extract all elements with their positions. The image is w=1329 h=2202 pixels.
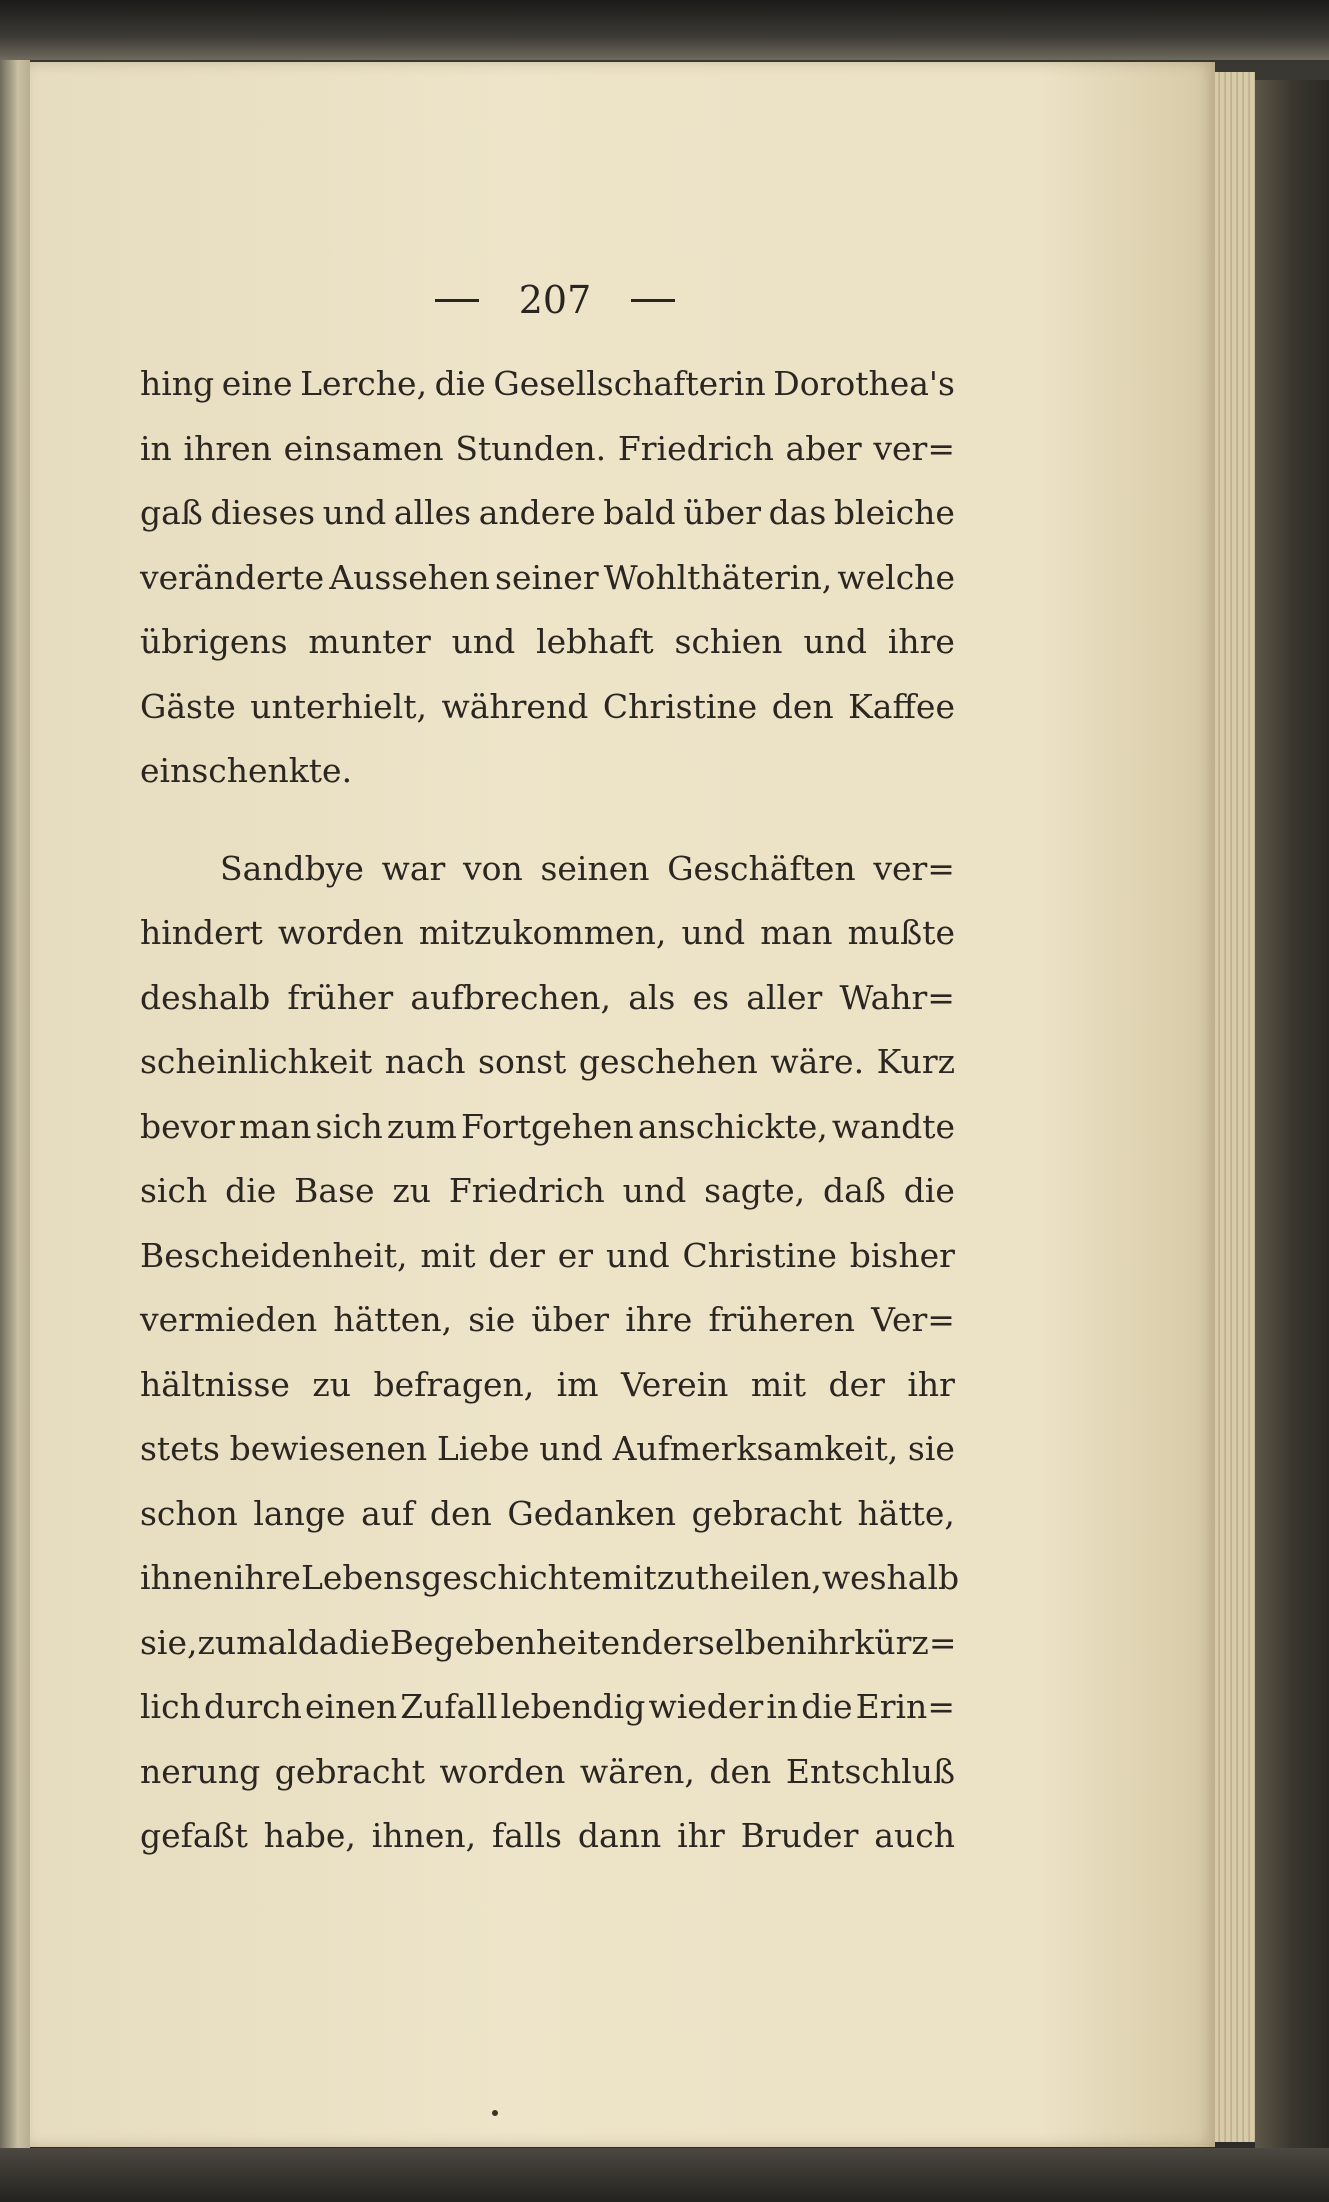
page-number: 207 <box>518 278 592 322</box>
text-line: vermieden hätten, sie über ihre früheren Ver= <box>140 1300 955 1339</box>
paragraph-1 <box>140 352 955 804</box>
scan-top-edge <box>0 0 1329 60</box>
text-line: hindert worden mitzukommen, und man mußte <box>140 913 955 952</box>
text-line: gaß dieses und alles andere bald über das bleiche <box>140 493 955 532</box>
text-line: schon lange auf den Gedanken gebracht hätte, <box>140 1493 955 1533</box>
text-line: Bescheidenheit, mit der er und Christine bisher <box>140 1235 955 1275</box>
text-line: ihnen ihre Lebensgeschichte mitzutheilen, weshalb <box>140 1558 960 1597</box>
text-line: einschenkte. <box>140 751 353 790</box>
text-line: hing eine Lerche, die Gesellschafterin Dorothea's <box>140 364 955 403</box>
facing-page-edge <box>0 60 30 2170</box>
paragraph-2 <box>140 837 960 1869</box>
header-dash-left <box>435 299 479 302</box>
paragraph-gap <box>140 804 955 837</box>
book-cover-edge <box>1255 80 1329 2170</box>
text-line: stets bewiesenen Liebe und Aufmerksamkeit, sie <box>140 1429 955 1468</box>
text-line: nerung gebracht worden wären, den Entschluß <box>140 1751 955 1791</box>
text-line: sie, zumal da die Begebenheiten derselben ihr kürz= <box>140 1622 957 1662</box>
body-text <box>140 352 960 1869</box>
signature-mark <box>492 2110 498 2116</box>
text-line: übrigens munter und lebhaft schien und ihre <box>140 622 955 661</box>
text-line: hältnisse zu befragen, im Verein mit der ihr <box>140 1364 955 1404</box>
text-line: lich durch einen Zufall lebendig wieder in die Erin= <box>140 1687 955 1726</box>
text-line: Gäste unterhielt, während Christine den Kaffee <box>140 686 955 726</box>
text-line: veränderte Aussehen seiner Wohlthäterin, welche <box>140 557 955 597</box>
text-line: in ihren einsamen Stunden. Friedrich aber ver= <box>140 428 955 468</box>
text-line: gefaßt habe, ihnen, falls dann ihr Bruder auch <box>140 1816 955 1855</box>
page-stack-edge <box>1215 72 1255 2142</box>
text-line: deshalb früher aufbrechen, als es aller Wahr= <box>140 977 955 1017</box>
text-line: Sandbye war von seinen Geschäften ver= <box>220 848 955 888</box>
text-line: sich die Base zu Friedrich und sagte, daß die <box>140 1171 955 1210</box>
text-line: scheinlichkeit nach sonst geschehen wäre. Kurz <box>140 1042 955 1081</box>
text-line: bevor man sich zum Fortgehen anschickte, wandte <box>140 1106 955 1146</box>
scan-bottom-edge <box>0 2148 1329 2202</box>
page-header <box>390 270 720 330</box>
header-dash-right <box>631 299 675 302</box>
